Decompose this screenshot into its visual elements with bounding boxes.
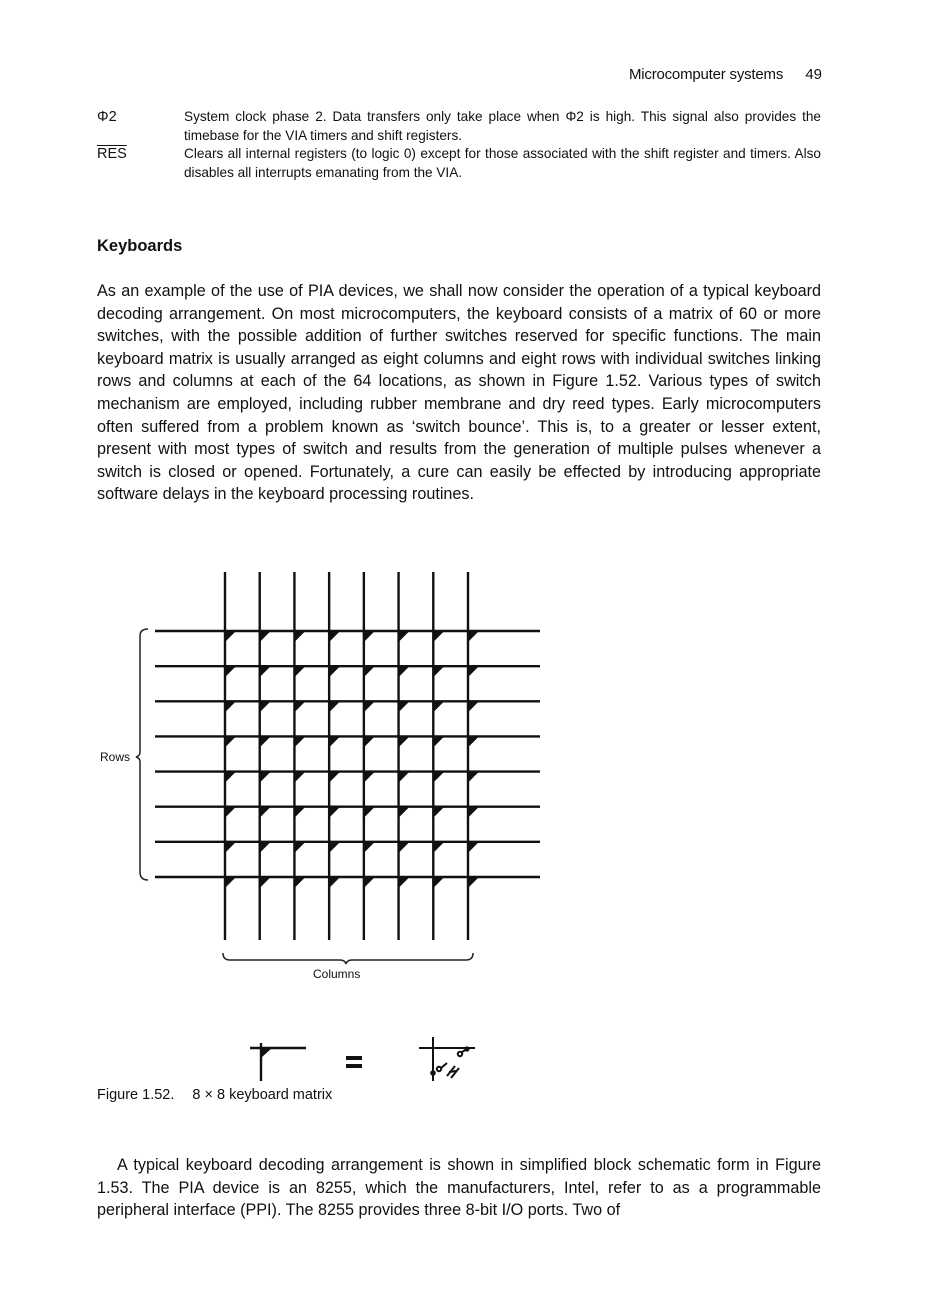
definition-term: $\overline{RES}$ <box>97 146 127 162</box>
switch-node-icon <box>294 736 305 747</box>
section-heading: Keyboards <box>97 237 183 255</box>
switch-node-icon <box>468 631 479 642</box>
switch-node-icon <box>433 772 444 783</box>
figure-number: Figure 1.52. <box>97 1087 175 1103</box>
switch-node-icon <box>399 631 410 642</box>
switch-node-icon <box>433 701 444 712</box>
switch-node-icon <box>294 877 305 888</box>
switch-symbols <box>225 631 479 888</box>
switch-node-icon <box>364 701 375 712</box>
switch-node-icon <box>468 666 479 677</box>
switch-node-icon <box>260 701 271 712</box>
page-number: 49 <box>805 66 822 83</box>
switch-node-icon <box>399 807 410 818</box>
switch-node-icon <box>399 772 410 783</box>
switch-node-icon <box>225 701 236 712</box>
switch-node-icon <box>225 736 236 747</box>
switch-node-icon <box>468 701 479 712</box>
switch-node-icon <box>433 877 444 888</box>
switch-node-icon <box>364 772 375 783</box>
switch-node-icon <box>225 631 236 642</box>
switch-node-icon <box>260 666 271 677</box>
switch-node-icon <box>294 666 305 677</box>
switch-node-icon <box>260 877 271 888</box>
switch-node-icon <box>364 807 375 818</box>
switch-node-icon <box>433 736 444 747</box>
switch-node-icon <box>329 842 340 853</box>
figure-caption-text: 8 × 8 keyboard matrix <box>192 1087 333 1103</box>
switch-node-icon <box>294 772 305 783</box>
switch-node-icon <box>364 877 375 888</box>
switch-node-icon <box>260 772 271 783</box>
switch-node-icon <box>329 666 340 677</box>
switch-node-icon <box>260 842 271 853</box>
switch-node-icon <box>399 701 410 712</box>
columns-label: Columns <box>313 967 361 981</box>
switch-node-icon <box>433 807 444 818</box>
paragraph-text: As an example of the use of PIA devices, we shall now consider the operation of a typical keyboard decoding arrangement. On most microcomputers, the keyboard consists of a matrix of 60 or more switches, with the possible addition of further switches reserved for specific functions. The main keyboard matrix is usually arranged as eight columns and eight rows with individual switches linking rows and columns at each of the 64 locations, as shown in Figure 1.52. Various types of switch mechanism are employed, including rubber membrane and dry reed types. Early microcomputers often suffered from a problem known as ‘switch bounce’. This is, to a greater or lesser extent, present with most types of switch and results from the generation of multiple pulses whenever a switch is closed or opened. Fortunately, a cure can easily be effected by introducing appropriate software delays in the keyboard processing routines. <box>97 282 821 504</box>
switch-node-icon <box>364 842 375 853</box>
switch-node-icon <box>468 842 479 853</box>
switch-node-icon <box>468 877 479 888</box>
switch-node-icon <box>329 877 340 888</box>
switch-node-icon <box>329 736 340 747</box>
body-paragraph <box>97 1154 821 1222</box>
switch-node-icon <box>433 842 444 853</box>
switch-node-icon <box>364 736 375 747</box>
legend-equals-icon <box>346 1056 362 1068</box>
switch-node-icon <box>399 666 410 677</box>
switch-node-icon <box>294 701 305 712</box>
paragraph-text: A typical keyboard decoding arrangement is shown in simplified block schematic form in Figure 1.53. The PIA device is an 8255, which the manufacturers, Intel, refer to as a programmable peripheral interface (PPI). The 8255 provides three 8-bit I/O ports. Two of <box>97 1156 821 1220</box>
switch-node-icon <box>399 736 410 747</box>
definition-description: Clears all internal registers (to logic 0) except for those associated with the shift register and timers. Also disables all interrupts emanating from the VIA. <box>184 146 821 180</box>
legend-switch-contact-icon <box>419 1037 475 1081</box>
switch-node-icon <box>260 736 271 747</box>
switch-node-icon <box>225 772 236 783</box>
definition-term: Φ2 <box>97 109 117 125</box>
row-lines <box>155 631 540 877</box>
switch-node-icon <box>294 842 305 853</box>
switch-node-icon <box>364 666 375 677</box>
switch-node-icon <box>329 701 340 712</box>
switch-node-icon <box>433 666 444 677</box>
switch-node-icon <box>468 807 479 818</box>
switch-node-icon <box>225 877 236 888</box>
switch-node-icon <box>329 631 340 642</box>
rows-brace-icon <box>136 629 148 880</box>
switch-node-icon <box>329 772 340 783</box>
switch-node-icon <box>433 631 444 642</box>
legend-simplified-switch-icon <box>250 1043 306 1081</box>
figure-caption <box>97 1087 332 1103</box>
switch-node-icon <box>364 631 375 642</box>
rows-label: Rows <box>100 750 131 764</box>
running-head-title: Microcomputer systems <box>628 66 784 83</box>
switch-node-icon <box>225 666 236 677</box>
switch-node-icon <box>468 736 479 747</box>
switch-node-icon <box>225 842 236 853</box>
columns-brace-icon <box>223 953 473 964</box>
definition-description: System clock phase 2. Data transfers only take place when Φ2 is high. This signal also provides the timebase for the VIA timers and shift registers. <box>184 109 821 143</box>
switch-node-icon <box>294 631 305 642</box>
switch-node-icon <box>225 807 236 818</box>
switch-node-icon <box>399 877 410 888</box>
switch-node-icon <box>468 772 479 783</box>
switch-node-icon <box>260 807 271 818</box>
switch-node-icon <box>399 842 410 853</box>
switch-node-icon <box>260 631 271 642</box>
switch-node-icon <box>329 807 340 818</box>
switch-node-icon <box>294 807 305 818</box>
